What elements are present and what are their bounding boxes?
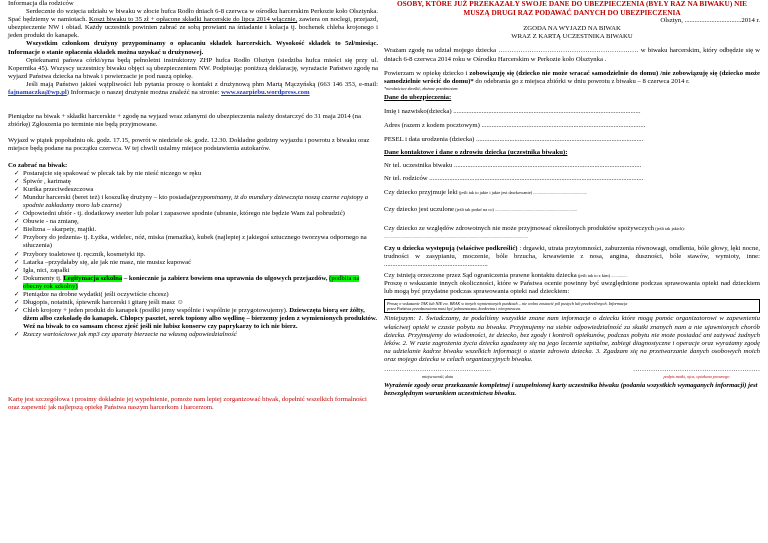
list-item: ✓ Bielizna – skarpety, majtki.: [14, 226, 97, 234]
allergy-field[interactable]: Czy dziecko jest uczulone (jeśli tak podać na co) ...........................................................................: [384, 205, 578, 213]
checkmark-icon: ✓: [14, 299, 20, 307]
diet-field[interactable]: Czy dziecko ze względów zdrowotnych nie może przyjmować określonych produktów spożywczych (jeśli tak jakich): ...................................................................................................................................: [384, 224, 685, 239]
checkmark-icon: ✓: [14, 210, 20, 218]
address-field[interactable]: Adres (razem z kodem pocztowym) ..................................................................................................: [384, 122, 646, 130]
consent-paragraph[interactable]: Wrażam zgodę na udział mojego dziecka ……………………………………………………… w biwaku harcerskim, który odbędzie się w dniach 6-8 czerwca 2014 roku w Ośrodku Harcerskim w Perkozie koło Olsztynka .: [384, 47, 760, 63]
footer-note: Kartę jest szczegółowa i prosimy dokładnie jej wypełnienie, pomoże nam lepiej zorganizować biwak, dopełnić wszelkich formalności oraz zapewnić jak najlepszą opiekę Państwa naszym harcerkom i harcerzom.: [8, 395, 367, 411]
checkmark-icon: ✓: [14, 266, 20, 274]
checkmark-icon: ✓: [14, 218, 20, 226]
checkmark-icon: ✓: [14, 169, 20, 177]
list-item: ✓ Kurtka przeciwdeszczowa: [14, 185, 94, 193]
packing-list: [8, 170, 378, 340]
intro-paragraph: Serdecznie do wzięcia udziału w biwaku w złocie hufca Rodło dniach 6-8 czerwca w ośrodku harcerskim Perkozie koło Olsztynka. Spać będziemy w namiotach. Koszt biwaku to 35 zł + opłacone składki harcerskie do lipca 2014 włącznie, zawiera on noclegi, przejazd, ubezpieczenie NW i obiad. Każdy uczestnik powinien zabrać ze sobą prowiant na śniadanie i kolacja tj. bochenek chleba krojonego i jeden produkt do kanapek.: [8, 8, 378, 40]
child-name-field[interactable]: Imię i nazwisko(dziecka) ................................................................................................................: [384, 107, 641, 115]
list-item: ✓ Śpiwór , karimatę: [14, 177, 71, 185]
list-item: ✓ Pieniądze na drobne wydatki( jeśli oczywiście chcesz): [14, 291, 169, 298]
checkmark-icon: ✓: [14, 307, 20, 315]
checkmark-icon: ✓: [14, 258, 20, 266]
checkmark-icon: ✓: [14, 185, 20, 193]
list-item: ✓ Postarajcie się spakować w plecak tak by nie nieść niczego w ręku: [14, 169, 202, 177]
consent-title: ZGODA NA WYJAZD NA BIWAK: [523, 25, 621, 33]
travel-paragraph: Wyjazd w piątek popołudniu ok. godz. 17.15, powrót w niedziele ok. godz. 12.30. Dokładne godziny wyjazdu i powrotu z biwaku oraz miejsce będą podane na początku czerwca. W tej chwili ustalmy miejsce podstawienia autokarów.: [8, 137, 370, 153]
checkmark-icon: ✓: [14, 274, 20, 282]
list-item: ✓ Odpowiedni ubiór - tj. dodatkowy sweter lub polar i zapasowe spodnie (ubranie, którego nie będzie Wam żal pobrudzić): [14, 210, 345, 218]
consent-subtitle: WRAZ Z KARTĄ UCZESTNIKA BIWAKU: [511, 33, 633, 41]
payment-paragraph: Pieniądze na biwak + składki harcerskie + zgodę na wyjazd wraz zdanymi do ubezpieczenia należy dostarczyć do 31 maja 2014 (na zbiórkę) Zgłoszenia po terminie nie będą przyjmowane.: [8, 113, 361, 129]
symptoms-field[interactable]: Czy u dziecka występują (właściwe podkreślić) : drgawki, utrata przytomności, zaburzenia równowagi, omdlenia, bóle głowy, lęki nocne, trudności w zasypianiu, moczenie, bóle brzucha, krwawienie z nosa, angina, duszności, bóle stawów, wymioty, inne: ..............................................................: [384, 244, 761, 269]
list-item: ✓ Obuwie - na zmianę,: [14, 218, 79, 226]
checkmark-icon: ✓: [14, 331, 20, 339]
date-line[interactable]: Olsztyn, ..................................2014 r.: [660, 17, 760, 25]
website-link[interactable]: www.szarpiebu.wordpress.com: [221, 89, 310, 97]
consent-footnote: *niewłaściwe skreślić, złożone przedmiotem: [384, 85, 458, 91]
contact-health-heading: Dane kontaktowe i dane o zdrowiu dziecka (uczestnika biwaku):: [384, 149, 568, 157]
checkmark-icon: ✓: [14, 291, 20, 298]
list-item: ✓ Latarka –przydałaby się, ale jak nie masz, nie musisz kupować: [14, 258, 192, 266]
intro-heading: Informacja dla rodziców: [8, 0, 74, 7]
court-restrictions-field[interactable]: Czy istnieją orzeczone przez Sąd ograniczenia prawne kontaktu dziecka (jeśli tak to z kim) ...............: [384, 272, 628, 280]
pickup-paragraph: Powierzam w opiekę dziecko i zobowiązuję się (dziecko nie może wracać samodzielnie do domu) /nie zobowiązuję się (dziecko może samodzielnie wrócić do domu)* do odebrania go z miejsca zbiórki w dniu powrotu z biwaku – 8 czerwca 2014 r.: [384, 69, 760, 85]
supervision-paragraph: Opiekunami pańswa córki/syna będą pełnoletni instruktorzy ZHP hufca Rodło Olsztyn (siedziba hufca mieści się przy ul. Kopernika 45). Wszyscy uczestnicy biwaku objęci są ubezpieczeniem NW. Podpisując poniższą deklarację, wyrażacie Państwo zgodę na wyjazd Państwa dziecka na biwak i powierzacie je pod naszą opiekę.: [8, 56, 378, 80]
packing-heading: Co zabrać na biwak:: [8, 161, 68, 169]
place-date-signature[interactable]: ………………………………………… miejscowość, data: [384, 366, 491, 380]
checkmark-icon: ✓: [14, 193, 20, 201]
contact-paragraph: Jeśli mają Państwo jakieś wątpliwości lub pytania proszę o kontakt z drużynową phm Martą Mączyńską (663 146 353, e-mail: fajnamaczka@wp.pl) Informacje o naszej drużynie można znaleźć na stronie: www.szarpiebu.wordpress.com: [8, 80, 378, 97]
consent-form-column: [384, 0, 760, 398]
checkmark-icon: ✓: [14, 234, 20, 242]
declaration-paragraph: Niniejszym: 1. Świadczamy, że podaliśmy wszystkie znane nam informacje o dziecku które mogą pomóc organizatorowi w zapewnieniu właściwej opieki w czasie pobytu na biwaku. Przyjmujemy na siebie odpowiedzialność za skutki znanych nam a nie ujawnionych chorób dziecka. Przyjmujemy do wiadomości, że dziecko, bez zgody i kontroli opiekunów, podczas pobytu nie może posiadać ani zażywać żadnych leków. 2. W razie zagrożenia życia dziecka zgadzamy się na jego leczenie szpitalne, zabiegi diagnostyczne i operacje oraz wyrażamy zgodę na udzielanie kadrze biwaku wszelkich informacji o stanie zdrowia dziecka. 3. Zgadzam się na przetwarzanie danych osobowych moich oraz mojego dziecka w celach organizacyjnych biwaku.: [384, 315, 760, 363]
signature-row: [384, 366, 760, 379]
instructions-box: Proszę o wskazanie TAK lub NIE ew. BRAK w innych wymienionych punktach – nie wolno zostawić pól pustych lub przekreślonych. Informacja przez Państwa przedstawiona musi być jednoznaczna, konkretna i nieoprawcza.: [384, 299, 760, 313]
other-circumstances-field[interactable]: Proszę o wskazanie innych okoliczności, które w Państwa ocenie powinny być uwzględnione podczas sprawowania opieki nad dzieckiem lub mogą być przydatne podczas sprawowania opieki nad dzieckiem:: [384, 280, 760, 296]
insurance-heading: Dane do ubezpieczenia:: [384, 93, 452, 101]
list-item: ✓ Dokumenty tj. Legitymacja szkolna – koniecznie ja zabierz bowiem ona uprawnia do ulgowych przejazdów, (podbita na obecny rok szkolny): [14, 274, 360, 290]
list-item: ✓ Długopis, notatnik, śpiewnik harcerski i gitarę jeśli masz ☺: [14, 299, 184, 307]
list-item: ✓ Przybory do jedzenia- tj. Łyżka, widelec, nóż, miska (menażka), kubek (najlepiej z jakiegoś sztucznego tworzywa odpornego na stłuczenia): [14, 234, 367, 250]
final-condition: Wyrażenie zgody oraz przekazanie kompletnej i uzupełnionej karty uczestnika biwaku (podania wszystkich wymaganych informacji) jest bezwzględnym warunkiem uczestnictwa biwaku.: [384, 382, 758, 398]
fees-paragraph: Wszystkim członkom drużyny przypominamy o opłacaniu składek harcerskich. Wysokość składek to 5zł/miesiąc. Informacje o stanie opłacenia składek można uzyskać u drużynowej.: [8, 40, 378, 56]
contact-email-link[interactable]: fajnamaczka@wp.pl: [8, 89, 67, 97]
medication-field[interactable]: Czy dziecko przyjmuje leki (jeśli tak to jakie i jakie jest dawkowanie) .................................................: [384, 188, 587, 196]
list-item: ✓ Rzeczy wartościowe jak mp3 czy aparaty bierzecie na własną odpowiedzialność: [14, 331, 237, 339]
list-item: ✓ Chleb krojony + jeden produkt do kanapek (posiłki jemy wspólnie i wspólnie je przygotowujemy). Dziewczęta biorą ser żółty, dżem albo czekoladę do kanapek. Chłopcy pasztet, serek topiony albo wędlinę – bierzemy jeden z wymienionych produktów. Weź na biwak to co samsam chcesz zjeść jeśli nie lubisz konserw czy paprykarzy to ich nie bierz.: [14, 307, 378, 331]
pesel-field[interactable]: PESEL i data urodzenia (dziecka) ....................................................................................................: [384, 136, 644, 144]
insurance-notice-header: OSOBY, KTÓRE JUŻ PRZEKAZAŁY SWOJE DANE DO UBEZPIECZENIA (BYŁY RAZ NA BIWAKU) NIE MUSZĄ DRUGI RAZ PODAWAĆ DANYCH DO UBEZPIECZENIA: [396, 0, 748, 17]
parent-phone-field[interactable]: Nr tel. rodziców ................................................................................................................................: [384, 175, 644, 183]
guardian-signature[interactable]: ………………………………………………… podpis matki, ojca, opiekuna prawnego: [632, 366, 760, 380]
checkmark-icon: ✓: [14, 177, 20, 185]
list-item: ✓ Mundur harcerski (beret też) i koszulkę drużyny – kto posiada(przypominamy, iż do mundury dziewczęta noszą czarne rajstopy a spodnie zakładamy moro lub czarne): [14, 193, 369, 209]
checkmark-icon: ✓: [14, 250, 20, 258]
participant-phone-field[interactable]: Nr tel. uczestnika biwaku ................................................................................................................: [384, 162, 642, 170]
info-column: [8, 0, 378, 412]
list-item: ✓ Igła, nici, zapałki: [14, 266, 70, 274]
list-item: ✓ Przybory toaletowe tj. ręcznik, kosmetyki itp.: [14, 250, 146, 258]
checkmark-icon: ✓: [14, 226, 20, 234]
